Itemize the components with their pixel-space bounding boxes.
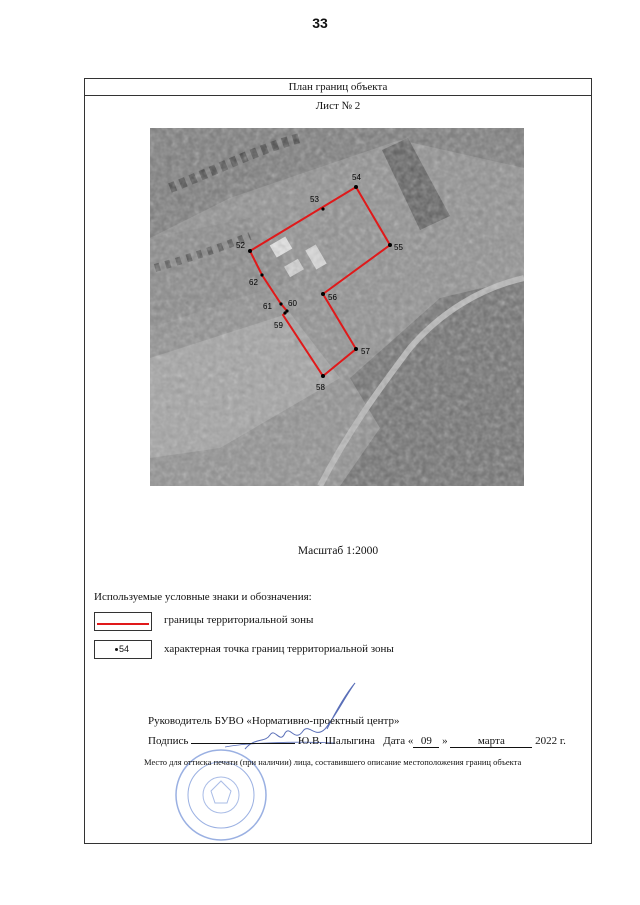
point-60 [285,309,288,312]
signature-line [148,735,566,748]
document-title: План границ объекта [85,79,591,96]
point-label-52: 52 [236,241,245,250]
point-58 [321,374,325,378]
map-scale: Масштаб 1:2000 [297,545,379,557]
point-56 [321,292,325,296]
date-month: марта [450,735,532,748]
document-frame [84,78,592,844]
point-label-57: 57 [361,347,370,356]
signature-blank [191,743,295,744]
sheet-number: Лист № 2 [315,100,361,112]
point-label-55: 55 [394,243,403,252]
date-day: 09 [413,735,439,748]
legend-point-swatch [94,640,152,659]
date-label: Дата « [383,735,414,747]
point-label-54: 54 [352,173,361,182]
signer-name: Ю.В. Шалыгина [297,735,375,747]
aerial-map [150,128,524,486]
point-55 [388,243,392,247]
date-year: 2022 г. [535,735,566,747]
point-label-62: 62 [249,278,258,287]
point-label-58: 58 [316,383,325,392]
legend-heading: Используемые условные знаки и обозначения: [94,591,312,603]
point-61 [279,302,282,305]
legend-point-sample: 54 [119,644,130,654]
point-57 [354,347,358,351]
point-label-61: 61 [263,302,272,311]
head-of-organization: Руководитель БУВО «Нормативно-проектный центр» [148,715,400,727]
point-label-53: 53 [310,195,319,204]
legend-point-label: характерная точка границ территориальной зоны [164,643,394,655]
point-label-59: 59 [274,321,283,330]
stamp-note: Место для оттиска печати (при наличии) лица, составившего описание местоположения границ объекта [144,757,522,767]
point-52 [248,249,252,253]
point-dot-icon [115,648,118,651]
point-62 [260,273,263,276]
date-close-quote: » [442,735,448,747]
legend-boundary-swatch [94,612,152,631]
point-54 [354,185,358,189]
legend-boundary-label: границы территориальной зоны [164,614,314,626]
page-number: 33 [312,15,328,31]
boundary-line-sample [97,623,149,625]
point-label-60: 60 [288,299,297,308]
point-label-56: 56 [328,293,337,302]
point-53 [321,207,324,210]
map-texture [150,128,524,486]
sign-label: Подпись [148,735,189,747]
